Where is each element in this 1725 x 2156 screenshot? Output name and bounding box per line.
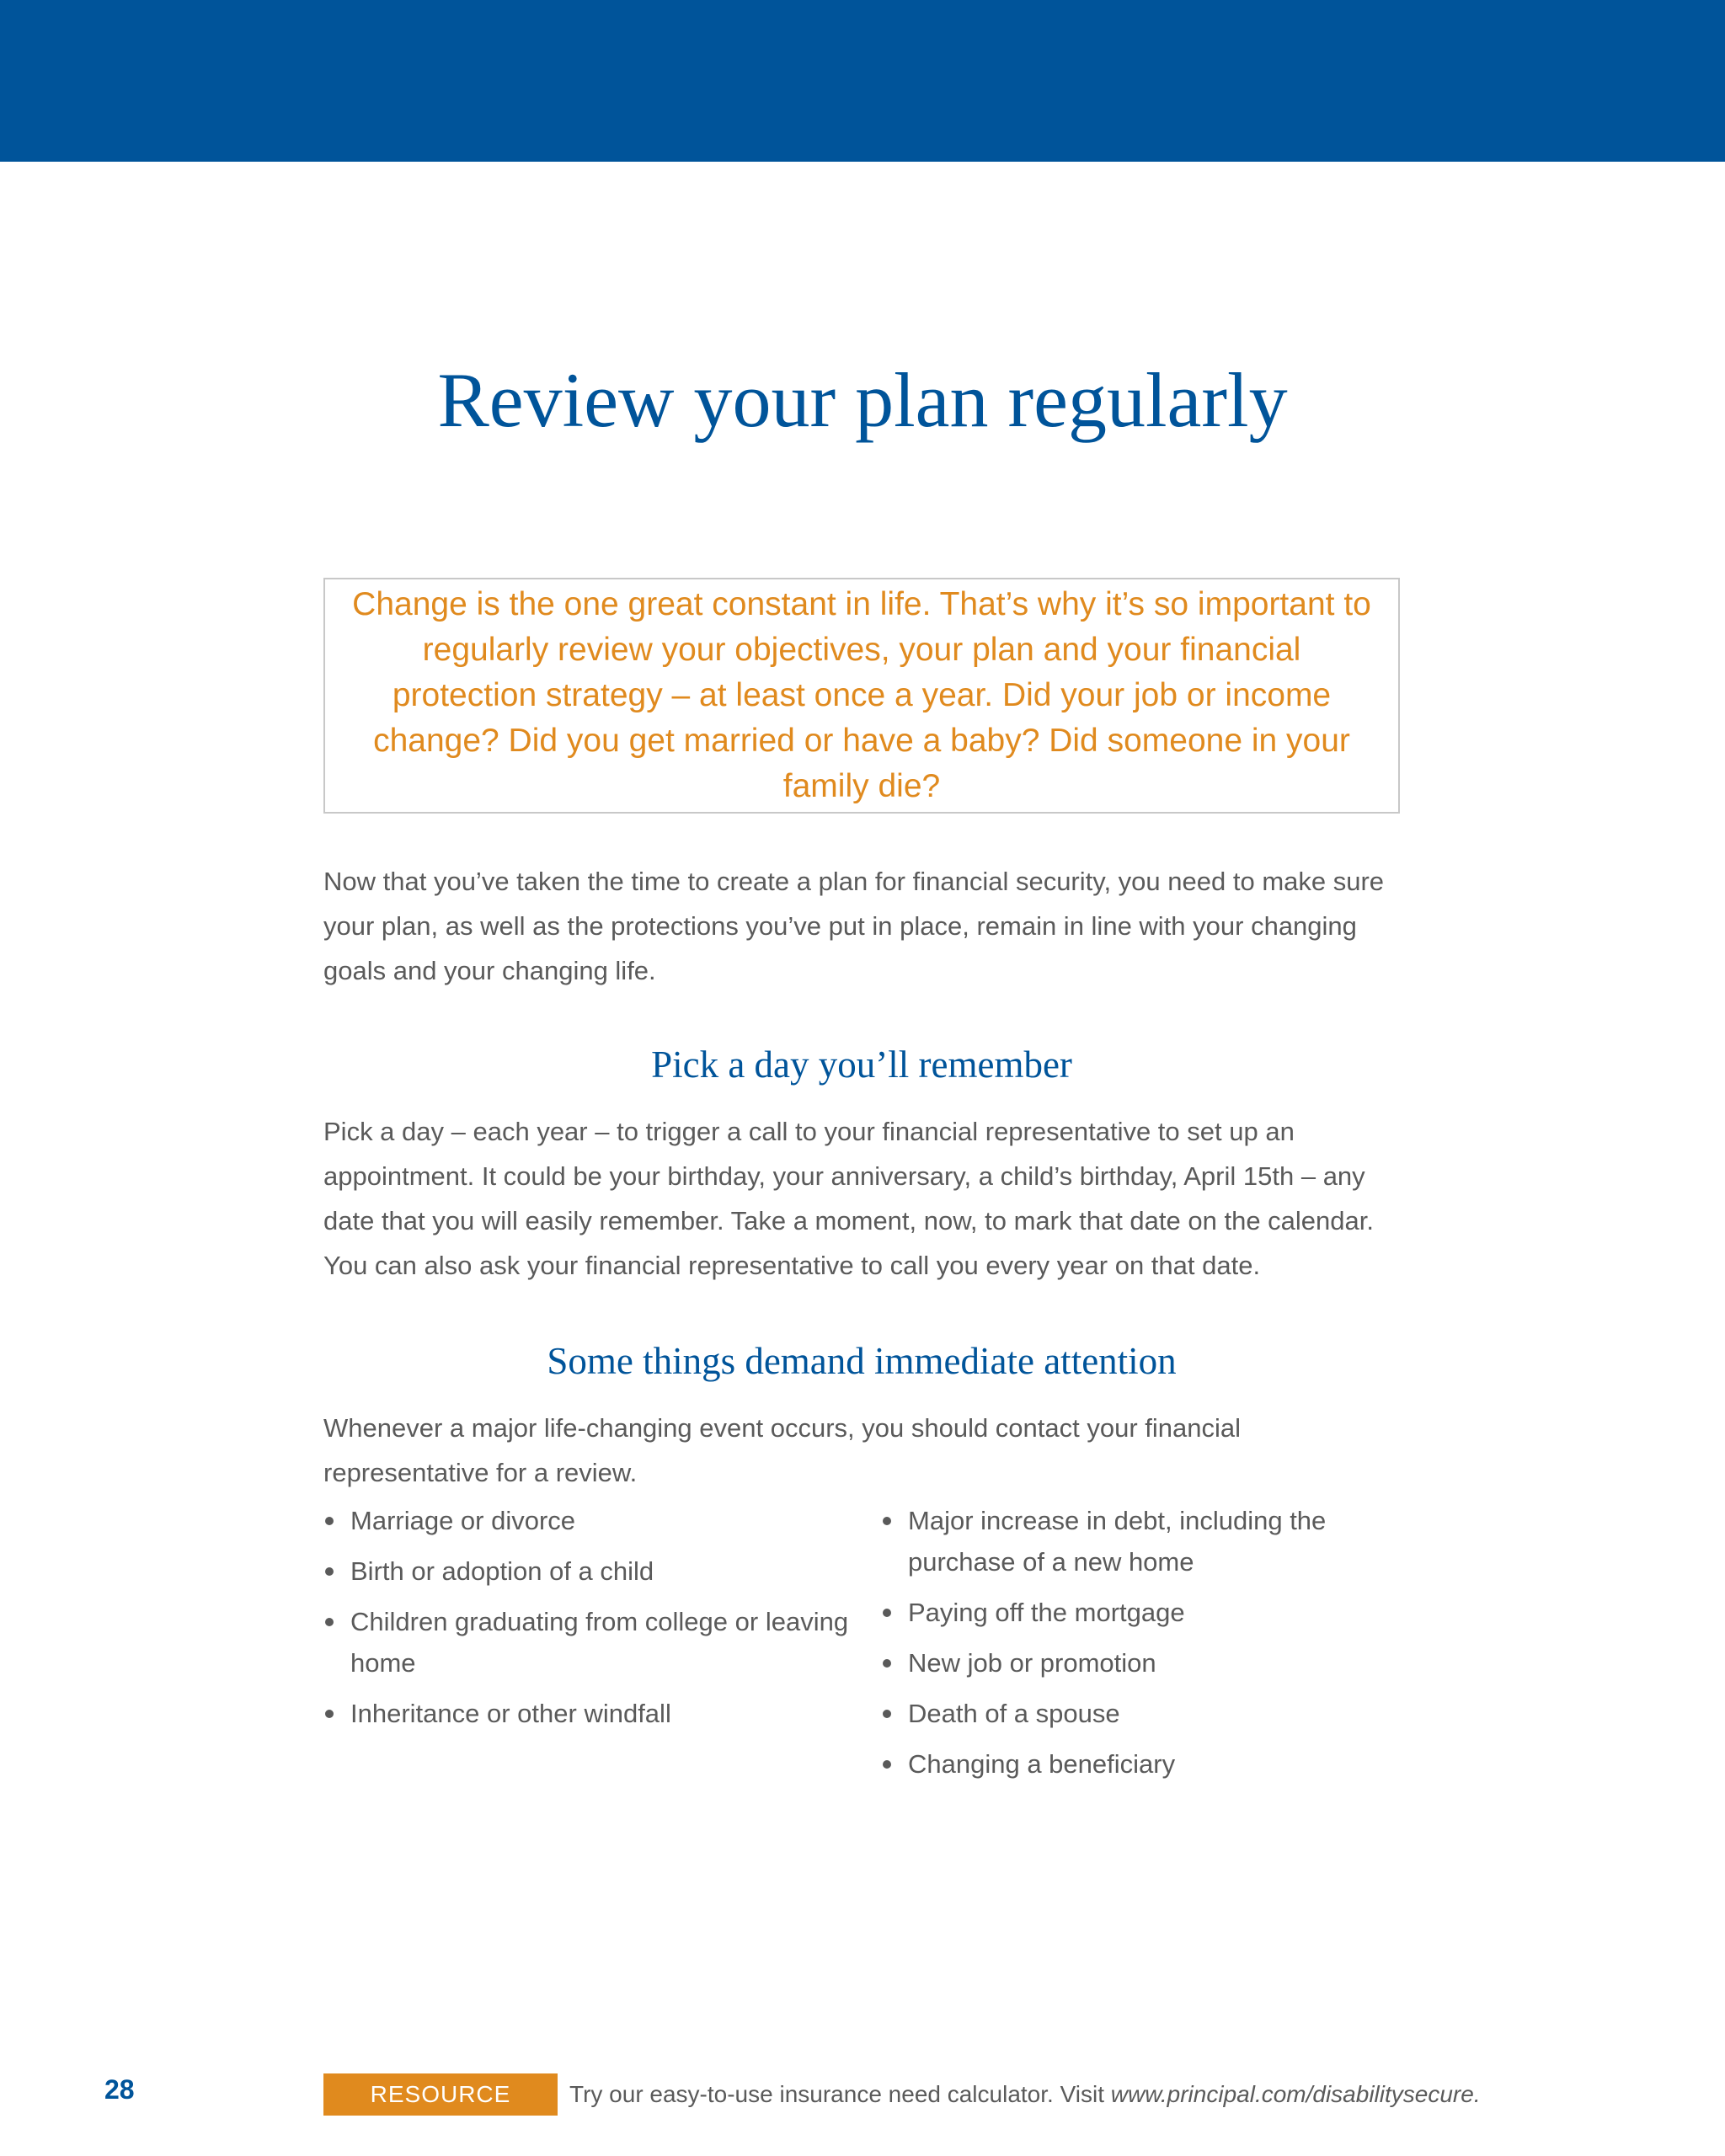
life-events-lists — [323, 1500, 1400, 1794]
bullet-icon — [325, 1567, 334, 1576]
callout-text: Change is the one great constant in life. That’s why it’s so important to regularly review your objectives, your plan and your financial protection strategy – at least once a year. Did your job or income change? Did you get married or have a baby? Did someone in your family die? — [352, 586, 1371, 804]
bullet-icon — [325, 1618, 334, 1626]
callout-box — [323, 578, 1400, 814]
list-item — [881, 1592, 1400, 1633]
immediate-attention-paragraph: Whenever a major life-changing event occurs, you should contact your financial representative for a review. — [323, 1413, 1242, 1487]
resource-tag: RESOURCE — [323, 2073, 558, 2116]
footer-link[interactable]: www.principal.com/disabilitysecure. — [1110, 2081, 1481, 2107]
list-item — [323, 1601, 881, 1684]
bullet-icon — [325, 1517, 334, 1525]
list-item-text: Birth or adoption of a child — [350, 1556, 654, 1586]
bullet-icon — [883, 1760, 891, 1769]
list-item — [881, 1500, 1400, 1582]
section-heading-pick-a-day: Pick a day you’ll remember — [651, 1043, 1072, 1086]
list-item — [881, 1743, 1400, 1785]
bullet-icon — [883, 1710, 891, 1718]
bullet-icon — [325, 1710, 334, 1718]
list-item — [323, 1550, 881, 1592]
list-item-text: Major increase in debt, including the purchase of a new home — [908, 1506, 1327, 1577]
list-item — [881, 1693, 1400, 1734]
bullet-icon — [883, 1517, 891, 1525]
footer-resource — [323, 2073, 1481, 2116]
list-item-text: Changing a beneficiary — [908, 1749, 1176, 1779]
main-content — [323, 859, 1400, 1794]
footer-text — [569, 2081, 1481, 2108]
list-item-text: Marriage or divorce — [350, 1506, 576, 1535]
section-heading-immediate-attention: Some things demand immediate attention — [547, 1340, 1177, 1382]
list-item-text: Inheritance or other windfall — [350, 1699, 671, 1728]
page-number: 28 — [104, 2074, 135, 2105]
pick-a-day-paragraph: Pick a day – each year – to trigger a call to your financial representative to set up an appointment. It could be your birthday, your anniversary, a child’s birthday, April 15th – any date that you will easily remember. Take a moment, now, to mark that date on the calendar. You can also ask your financial representative to call you every year on that date. — [323, 1117, 1374, 1280]
footer-message: Try our easy-to-use insurance need calculator. Visit — [569, 2081, 1111, 2107]
list-item — [323, 1693, 881, 1734]
life-events-list-left — [323, 1500, 881, 1794]
life-events-list-right — [881, 1500, 1400, 1794]
list-item — [323, 1500, 881, 1541]
list-item-text: Death of a spouse — [908, 1699, 1120, 1728]
intro-paragraph: Now that you’ve taken the time to create a plan for financial security, you need to make sure your plan, as well as the protections you’ve put in place, remain in line with your changing goals and your changing life. — [323, 867, 1385, 985]
list-item-text: Children graduating from college or leaving home — [350, 1607, 849, 1678]
header-band — [0, 0, 1725, 162]
list-item-text: Paying off the mortgage — [908, 1598, 1185, 1627]
bullet-icon — [883, 1609, 891, 1617]
list-item-text: New job or promotion — [908, 1648, 1156, 1678]
list-item — [881, 1642, 1400, 1684]
page-title: Review your plan regularly — [437, 357, 1288, 443]
bullet-icon — [883, 1659, 891, 1668]
